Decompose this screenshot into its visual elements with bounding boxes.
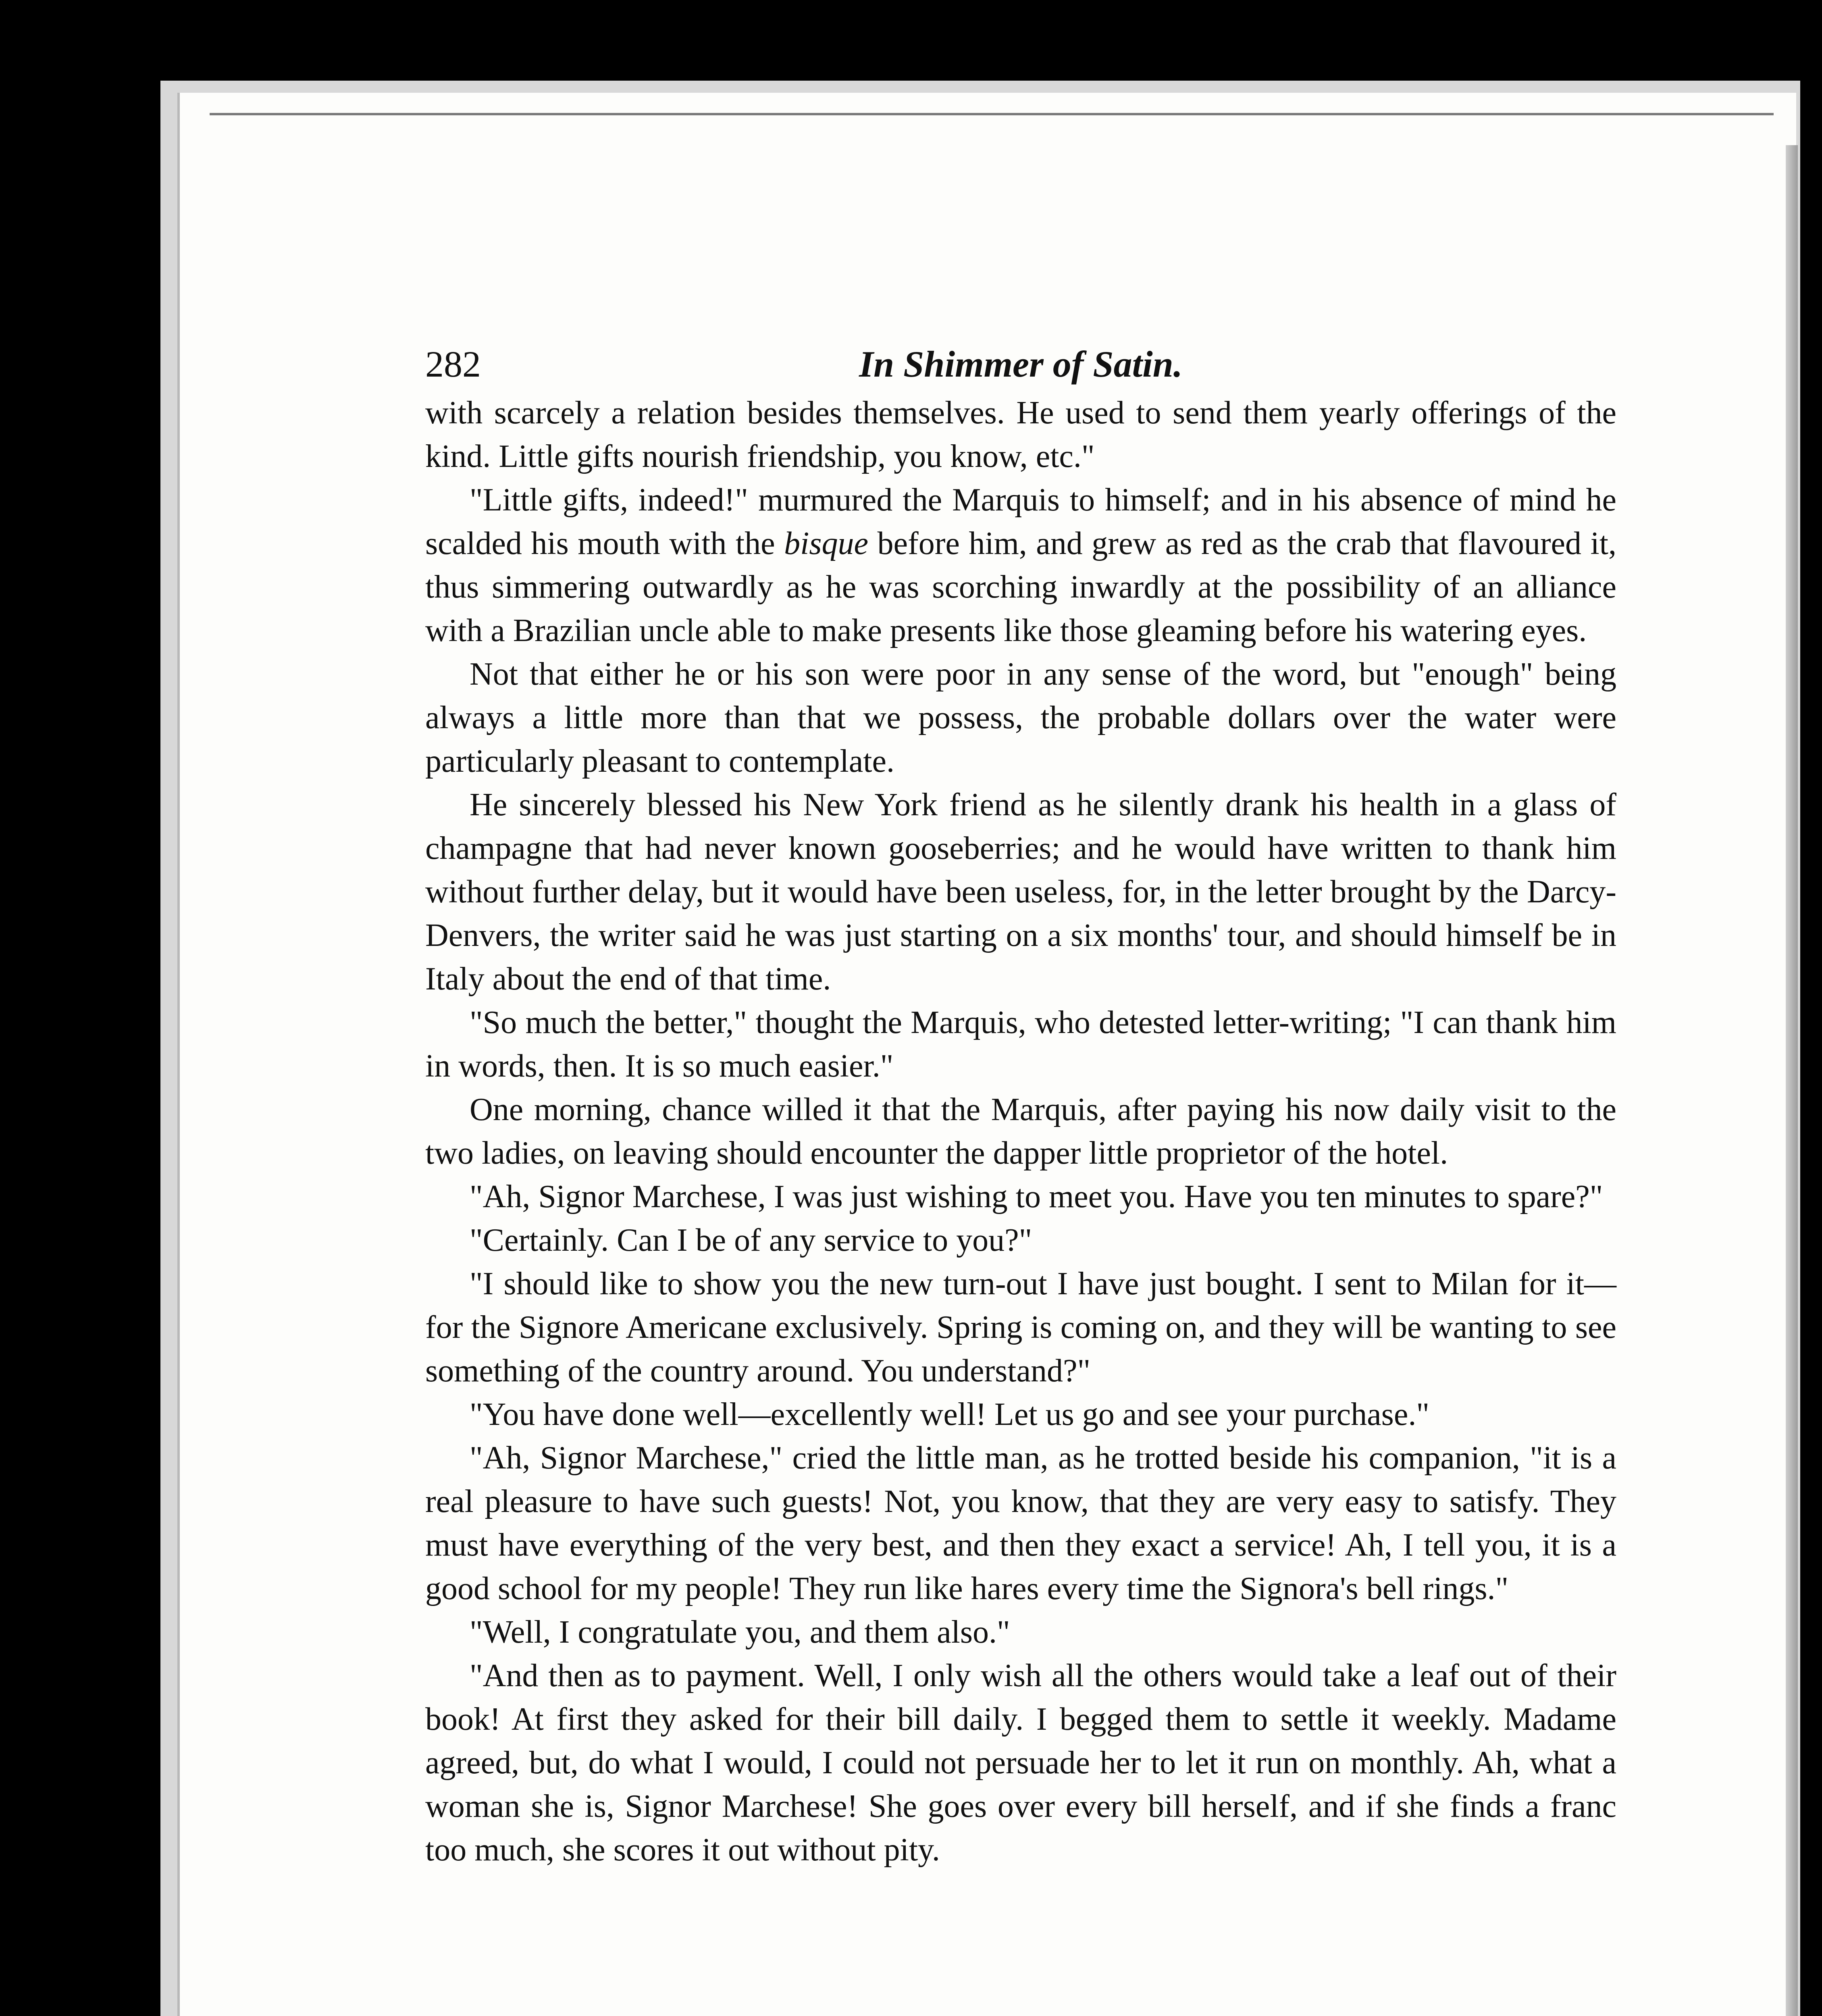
paragraph: [425, 1262, 1616, 1393]
paragraph: [425, 652, 1616, 783]
paragraph: [425, 1088, 1616, 1175]
paragraph: [425, 1436, 1616, 1610]
paragraph-text: "Well, I congratulate you, and them also.": [470, 1614, 1010, 1650]
paragraph: [425, 783, 1616, 1001]
paragraph-text: "And then as to payment. Well, I only wish all the others would take a leaf out of their book! At first they asked for their bill daily. I begged them to settle it weekly. Madame agreed, but, do what I would, I could not persuade her to let it run on monthly. Ah, what a woman she is, Signor Marchese! She goes over every bill herself, and if she finds a franc too much, she scores it out without pity.: [425, 1658, 1616, 1868]
paragraph: [425, 1218, 1616, 1262]
paragraph-text: "So much the better," thought the Marquis, who detested letter-writing; "I can thank him in words, then. It is so much easier.": [425, 1005, 1616, 1084]
paragraph-text: "Ah, Signor Marchese, I was just wishing to meet you. Have you ten minutes to spare?": [470, 1179, 1603, 1214]
paragraph-text: "Ah, Signor Marchese," cried the little man, as he trotted beside his companion, "it is a real pleasure to have such guests! Not, you know, that they are very easy to satisfy. They must have everything of the very best, and then they exact a service! Ah, I tell you, it is a good school for my people! They run like hares every time the Signora's bell rings.": [425, 1440, 1616, 1606]
paragraph-text: One morning, chance willed it that the Marquis, after paying his now daily visit to the two ladies, on leaving should encounter the dapper little proprietor of the hotel.: [425, 1092, 1616, 1171]
paragraph: [425, 1610, 1616, 1654]
running-title: In Shimmer of Satin.: [859, 344, 1183, 385]
paragraph: [425, 478, 1616, 652]
page-number: 282: [425, 344, 481, 385]
page-content: [425, 331, 1616, 1872]
paragraph-text: "You have done well—excellently well! Let us go and see your purchase.": [470, 1397, 1429, 1432]
paragraph-text: "I should like to show you the new turn-out I have just bought. I sent to Milan for it—for the Signore Americane exclusively. Spring is coming on, and they will be wanting to see something of the country around. You understand?": [425, 1266, 1616, 1389]
paragraph: [425, 1393, 1616, 1436]
paragraph-text: "Little gifts, indeed!" murmured the Marquis to himself; and in his absence of mind he scalded his mouth with the: [425, 482, 1616, 561]
body-text: [425, 391, 1616, 1872]
paragraph: [425, 1001, 1616, 1088]
paragraph: [425, 1175, 1616, 1218]
running-head: [425, 331, 1616, 391]
italic-text: bisque: [784, 526, 869, 561]
paragraph-text: He sincerely blessed his New York friend as he silently drank his health in a glass of champagne that had never known gooseberries; and he would have written to thank him without further delay, but it would have been useless, for, in the letter brought by the Darcy-Denvers, the writer said he was just starting on a six months' tour, and should himself be in Italy about the end of that time.: [425, 787, 1616, 997]
paragraph-text: Not that either he or his son were poor in any sense of the word, but "enough" being always a little more than that we possess, the probable dollars over the water were particularly pleasant to contemplate.: [425, 656, 1616, 779]
paragraph-text: "Certainly. Can I be of any service to you?": [470, 1223, 1032, 1258]
paragraph: [425, 1654, 1616, 1872]
paragraph-text: before him, and grew as red as the crab that flavoured it, thus simmering outwardly as he was scorching inwardly at the possibility of an alliance with a Brazilian uncle able to make presents like those gleaming before his watering eyes.: [425, 526, 1617, 648]
paragraph-text: with scarcely a relation besides themselves. He used to send them yearly offerings of the kind. Little gifts nourish friendship, you know, etc.": [425, 395, 1616, 474]
paragraph: [425, 391, 1616, 478]
page-top-edge: [210, 113, 1774, 115]
page-edge-shadow: [1786, 145, 1798, 2016]
